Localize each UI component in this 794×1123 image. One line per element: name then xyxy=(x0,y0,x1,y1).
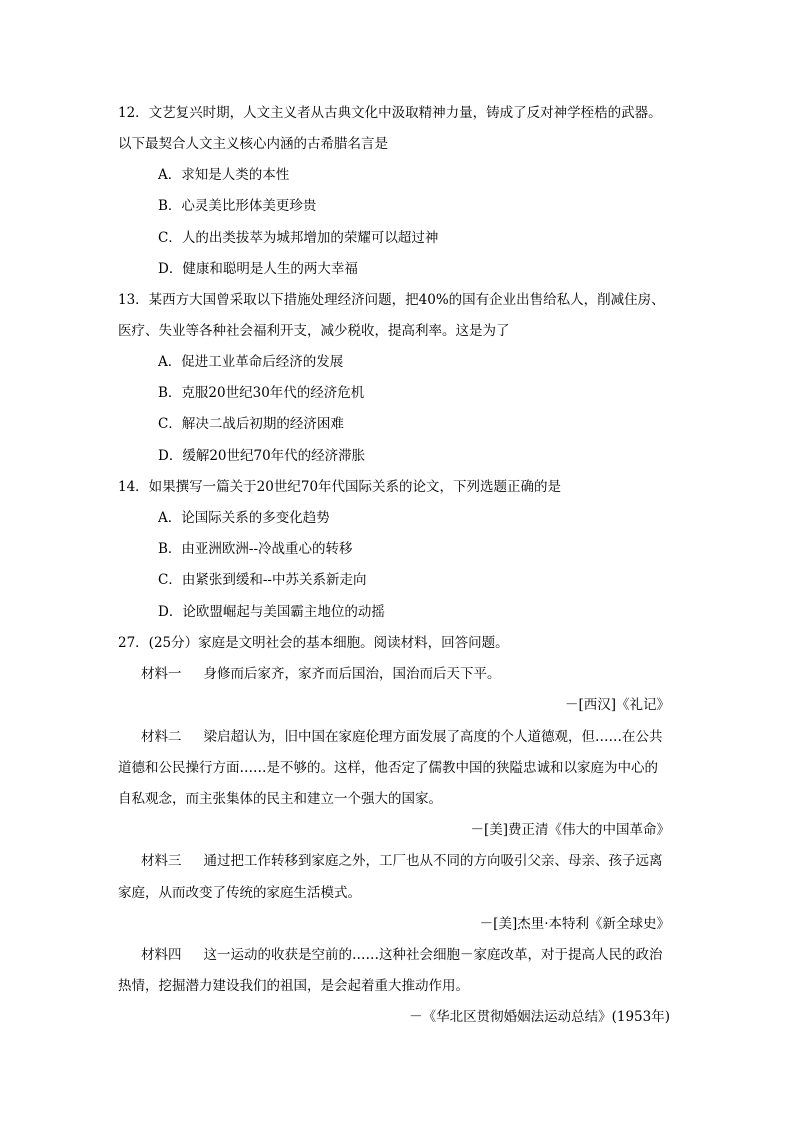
material-3-line2: 家庭，从而改变了传统的家庭生活模式。 xyxy=(118,885,361,901)
material-2-label: 材料二 xyxy=(141,729,182,745)
q13-option-c: C．解决二战后初期的经济困难 xyxy=(158,416,344,432)
q12-option-d: D．健康和聪明是人生的两大幸福 xyxy=(158,261,358,277)
q13-stem-line2: 医疗、失业等各种社会福利开支，减少税收，提高利率。这是为了 xyxy=(118,323,510,339)
material-1-source: －[西汉]《礼记》 xyxy=(564,697,670,713)
material-1-label: 材料一 xyxy=(141,666,182,682)
q14-option-d: D．论欧盟崛起与美国霸主地位的动摇 xyxy=(158,604,385,620)
q14-option-a: A．论国际关系的多变化趋势 xyxy=(158,510,330,526)
q13-option-b: B．克服20世纪30年代的经济危机 xyxy=(158,385,365,401)
q27-title: 27．(25分）家庭是文明社会的基本细胞。阅读材料，回答问题。 xyxy=(118,635,509,651)
q12-option-c: C．人的出类拔萃为城邦增加的荣耀可以超过神 xyxy=(158,230,439,246)
material-4-source: －《华北区贯彻婚姻法运动总结》(1953年) xyxy=(409,1009,670,1025)
material-3-line1 xyxy=(141,852,663,870)
q13-stem-line1: 13．某西方大国曾采取以下措施处理经济问题，把40%的国有企业出售给私人，削减住房、 xyxy=(118,292,665,308)
material-4-text1: 这一运动的收获是空前的……这种社会细胞－家庭改革，对于提高人民的政治 xyxy=(203,947,663,963)
material-2-source: －[美]费正清《伟大的中国革命》 xyxy=(470,822,670,838)
q14-option-c: C．由紧张到缓和--中苏关系新走向 xyxy=(158,572,367,588)
material-3-text1: 通过把工作转移到家庭之外，工厂也从不同的方向吸引父亲、母亲、孩子远离 xyxy=(203,853,663,869)
q12-option-a: A．求知是人类的本性 xyxy=(158,167,290,183)
material-2-text1: 梁启超认为，旧中国在家庭伦理方面发展了高度的个人道德观，但……在公共 xyxy=(203,729,663,745)
q14-stem: 14．如果撰写一篇关于20世纪70年代国际关系的论文，下列选题正确的是 xyxy=(118,479,562,495)
q14-option-b: B．由亚洲欧洲--冷战重心的转移 xyxy=(158,541,353,557)
material-2-line2: 道德和公民操行方面……是不够的。这样，他否定了儒教中国的狭隘忠诚和以家庭为中心的 xyxy=(118,760,658,776)
material-4-line1 xyxy=(141,946,663,964)
q12-stem-line2: 以下最契合人文主义核心内涵的古希腊名言是 xyxy=(118,136,388,152)
material-4-label: 材料四 xyxy=(141,947,182,963)
material-3-source: －[美]杰里·本特利《新全球史》 xyxy=(479,916,670,932)
material-2-line3: 自私观念，而主张集体的民主和建立一个强大的国家。 xyxy=(118,791,442,807)
material-1-line1 xyxy=(141,665,501,683)
material-1-text: 身修而后家齐，家齐而后国治，国治而后天下平。 xyxy=(203,666,501,682)
material-2-line1 xyxy=(141,728,663,746)
material-4-line2: 热情，挖掘潜力建设我们的祖国，是会起着重大推动作用。 xyxy=(118,978,469,994)
q13-option-d: D．缓解20世纪70年代的经济滞胀 xyxy=(158,448,366,464)
material-3-label: 材料三 xyxy=(141,853,182,869)
q12-stem-line1: 12．文艺复兴时期，人文主义者从古典文化中汲取精神力量，铸成了反对神学桎梏的武器。 xyxy=(118,105,662,121)
q13-option-a: A．促进工业革命后经济的发展 xyxy=(158,354,344,370)
q12-option-b: B．心灵美比形体美更珍贵 xyxy=(158,198,317,214)
